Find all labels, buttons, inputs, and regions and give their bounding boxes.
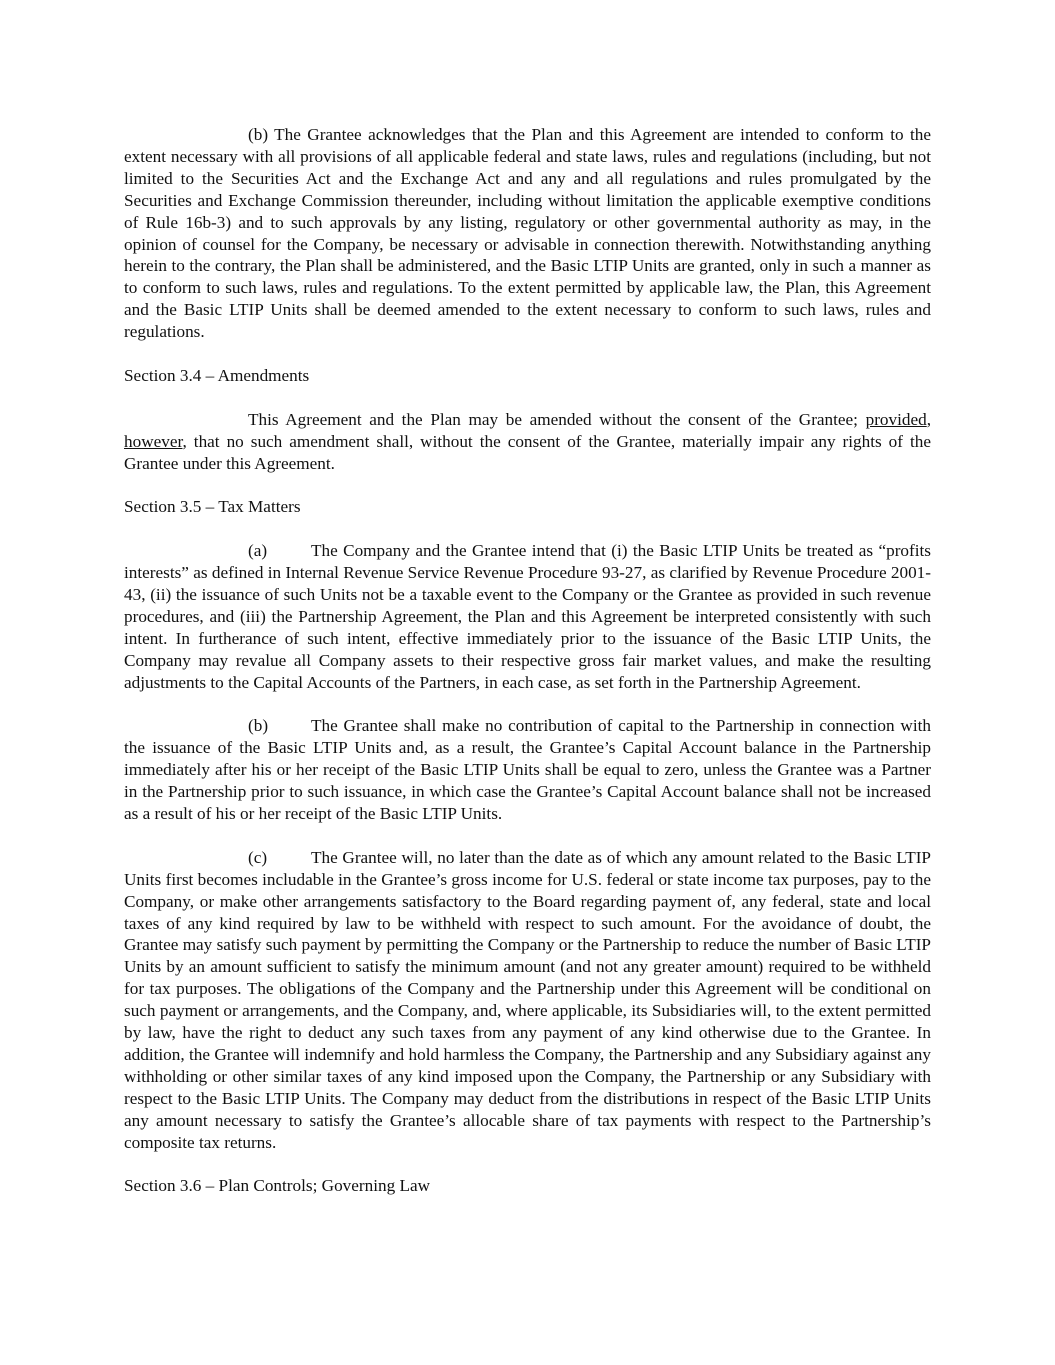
tax-paragraph-c xyxy=(124,847,931,1154)
section-3-5-heading: Section 3.5 – Tax Matters xyxy=(124,497,301,517)
tax-paragraph-b xyxy=(124,715,931,825)
amendments-text-before: This Agreement and the Plan may be amended without the consent of the Grantee; xyxy=(248,409,866,429)
paragraph-b-compliance: (b) The Grantee acknowledges that the Plan and this Agreement are intended to conform to the extent necessary with all provisions of all applicable federal and state laws, rules and regulations (including, but not limited to the Securities Act and the Exchange Act and any and all regulations and rules promulgated by the Securities and Exchange Commission thereunder, including without limitation the applicable exemptive conditions of Rule 16b-3) and to such approvals by any listing, regulatory or other governmental authority as may, in the opinion of counsel for the Company, be necessary or advisable in connection therewith. Notwithstanding anything herein to the contrary, the Plan shall be administered, and the Basic LTIP Units are granted, only in such a manner as to conform to such laws, rules and regulations. To the extent permitted by applicable law, the Plan, this Agreement and the Basic LTIP Units shall be deemed amended to the extent necessary to conform to such laws, rules and regulations. xyxy=(124,125,931,342)
tax-paragraph-a-text: The Company and the Grantee intend that (i) the Basic LTIP Units be treated as “profits interests” as defined in Internal Revenue Service Revenue Procedure 93-27, as clarified by Revenue Procedure 2001-43, (ii) the issuance of such Units not be a taxable event to the Company or the Grantee as provided in such revenue procedures, and (iii) the Partnership Agreement, the Plan and this Agreement be interpreted consistently with such intent. In furtherance of such intent, effective immediately prior to the issuance of the Basic LTIP Units, the Company may revalue all Company assets to their respective gross fair market values, and make the resulting adjustments to the Capital Accounts of the Partners, in each case, as set forth in the Partnership Agreement. xyxy=(124,541,931,692)
section-3-6-heading: Section 3.6 – Plan Controls; Governing Law xyxy=(124,1176,431,1196)
section-3-4-paragraph xyxy=(124,409,931,475)
tax-paragraph-b-label: (b) xyxy=(248,716,269,736)
section-3-4-heading: Section 3.4 – Amendments xyxy=(124,365,310,385)
provided-term: provided xyxy=(865,409,927,429)
however-term: however xyxy=(124,431,183,451)
tax-paragraph-b-text: The Grantee shall make no contribution of capital to the Partnership in connection with the issuance of the Basic LTIP Units and, as a result, the Grantee’s Capital Account balance in the Partnership immediately after his or her receipt of the Basic LTIP Units shall be equal to zero, unless the Grantee was a Partner in the Partnership prior to such issuance, in which case the Grantee’s Capital Account balance shall not be increased as a result of his or her receipt of the Basic LTIP Units. xyxy=(124,716,931,824)
amendments-text-after: , that no such amendment shall, without the consent of the Grantee, materially impair any rights of the Grantee under this Agreement. xyxy=(124,431,931,473)
tax-paragraph-a xyxy=(124,540,931,693)
document-page xyxy=(124,124,931,1219)
amendments-comma: , xyxy=(926,409,931,429)
tax-paragraph-c-text: The Grantee will, no later than the date as of which any amount related to the Basic LTIP Units first becomes includable in the Grantee’s gross income for U.S. federal or state income tax purposes, pay to the Company, or make other arrangements satisfactory to the Board regarding payment of, any federal, state and local taxes of any kind required by law to be withheld with respect to such amount. For the avoidance of doubt, the Grantee may satisfy such payment by permitting the Company or the Partnership to reduce the number of Basic LTIP Units by an amount sufficient to satisfy the minimum amount (and not any greater amount) required to be withheld for tax purposes. The obligations of the Company and the Partnership under this Agreement will be conditional on such payment or arrangements, and the Company, and, where applicable, its Subsidiaries will, to the extent permitted by law, have the right to deduct any such taxes from any payment of any kind otherwise due to the Grantee. In addition, the Grantee will indemnify and hold harmless the Company, the Partnership and any Subsidiary against any withholding or other similar taxes of any kind imposed upon the Company, the Partnership or any Subsidiary with respect to the Basic LTIP Units. The Company may deduct from the distributions in respect of the Basic LTIP Units any amount necessary to satisfy the Grantee’s allocable share of tax payments with respect to the Partnership’s composite tax returns. xyxy=(124,847,931,1152)
tax-paragraph-c-label: (c) xyxy=(248,847,268,867)
tax-paragraph-a-label: (a) xyxy=(248,541,268,561)
